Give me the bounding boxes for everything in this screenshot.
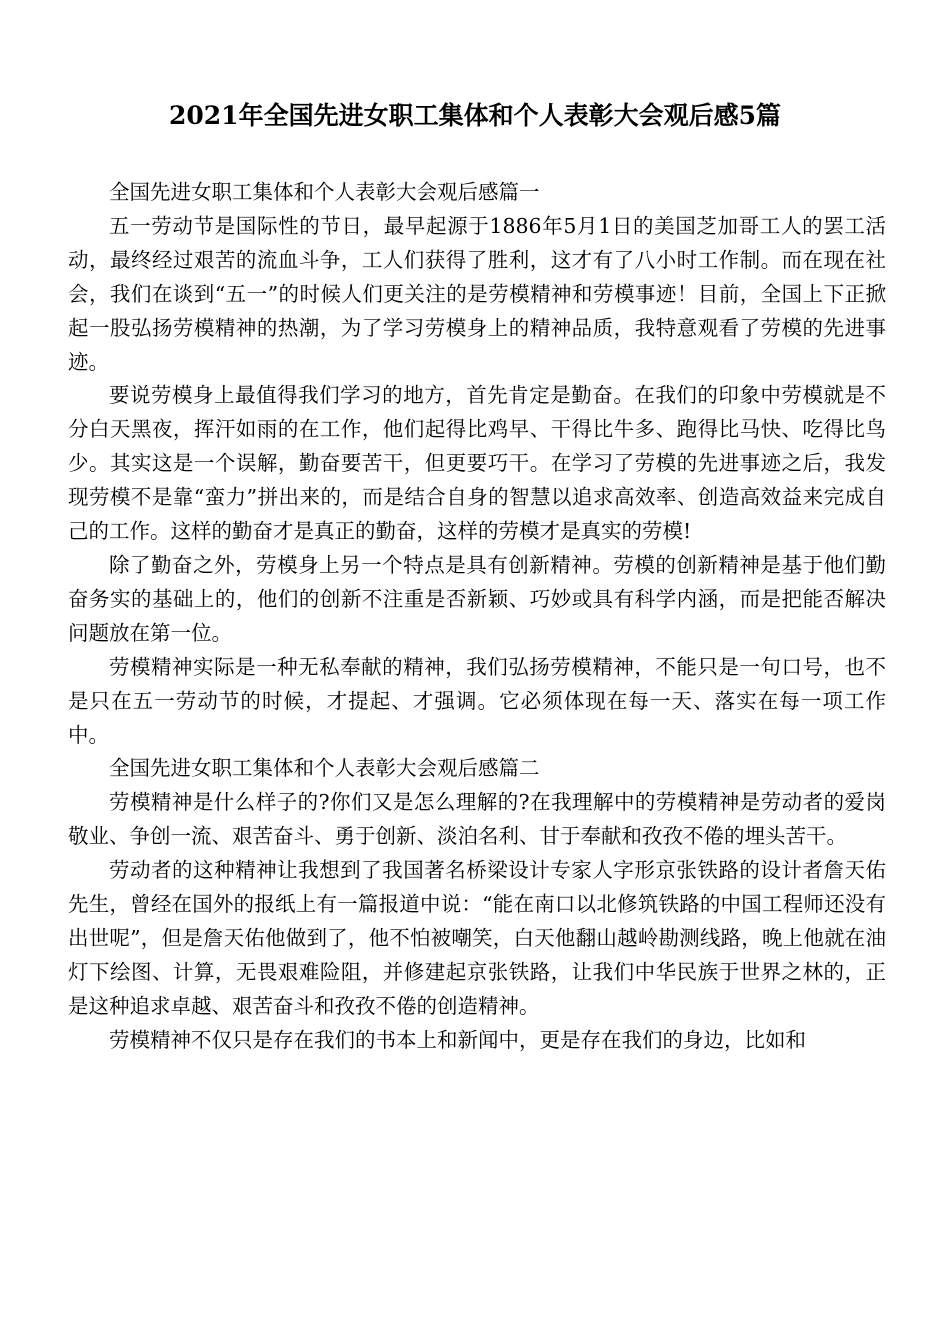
paragraph: 劳模精神不仅只是存在我们的书本上和新闻中，更是存在我们的身边，比如和 bbox=[109, 1027, 806, 1052]
paragraph: 劳模精神实际是一种无私奉献的精神，我们弘扬劳模精神，不能只是一句口号，也不是只在五一劳动节的时候，才提起、才强调。它必须体现在每一天、落实在每一项工作中。 bbox=[68, 654, 886, 747]
paragraph: 劳模精神是什么样子的?你们又是怎么理解的?在我理解中的劳模精神是劳动者的爱岗敬业、争创一流、艰苦奋斗、勇于创新、淡泊名利、甘于奉献和孜孜不倦的埋头苦干。 bbox=[68, 790, 886, 849]
document-title: 2021年全国先进女职工集体和个人表彰大会观后感5篇 bbox=[169, 101, 781, 130]
section-heading-1: 全国先进女职工集体和个人表彰大会观后感篇一 bbox=[109, 180, 540, 204]
paragraph: 劳动者的这种精神让我想到了我国著名桥梁设计专家人字形京张铁路的设计者詹天佑先生，曾经在国外的报纸上有一篇报道中说：“能在南口以北修筑铁路的中国工程师还没有出世呢”，但是詹天佑他做到了，他不怕被嘲笑，白天他翻山越岭勘测线路，晚上他就在油灯下绘图、计算，无畏艰难险阻，并修建起京张铁路，让我们中华民族于世界之林的，正是这种追求卓越、艰苦奋斗和孜孜不倦的创造精神。 bbox=[68, 858, 886, 1018]
paragraph: 要说劳模身上最值得我们学习的地方，首先肯定是勤奋。在我们的印象中劳模就是不分白天黑夜，挥汗如雨的在工作，他们起得比鸡早、干得比牛多、跑得比马快、吃得比鸟少。其实这是一个误解，勤奋要苦干，但更要巧干。在学习了劳模的先进事迹之后，我发现劳模不是靠“蛮力”拼出来的，而是结合自身的智慧以追求高效率、创造高效益来完成自己的工作。这样的勤奋才是真正的勤奋，这样的劳模才是真实的劳模! bbox=[68, 383, 886, 544]
document-body bbox=[68, 176, 886, 1058]
section-heading-2: 全国先进女职工集体和个人表彰大会观后感篇二 bbox=[109, 756, 540, 781]
paragraph: 五一劳动节是国际性的节日，最早起源于1886年5月1日的美国芝加哥工人的罢工活动，最终经过艰苦的流血斗争，工人们获得了胜利，这才有了八小时工作制。而在现在社会，我们在谈到“五一”的时候人们更关注的是劳模精神和劳模事迹！目前，全国上下正掀起一股弘扬劳模精神的热潮，为了学习劳模身上的精神品质，我特意观看了劳模的先进事迹。 bbox=[68, 213, 886, 374]
paragraph: 除了勤奋之外，劳模身上另一个特点是具有创新精神。劳模的创新精神是基于他们勤奋务实的基础上的，他们的创新不注重是否新颖、巧妙或具有科学内涵，而是把能否解决问题放在第一位。 bbox=[68, 552, 886, 645]
